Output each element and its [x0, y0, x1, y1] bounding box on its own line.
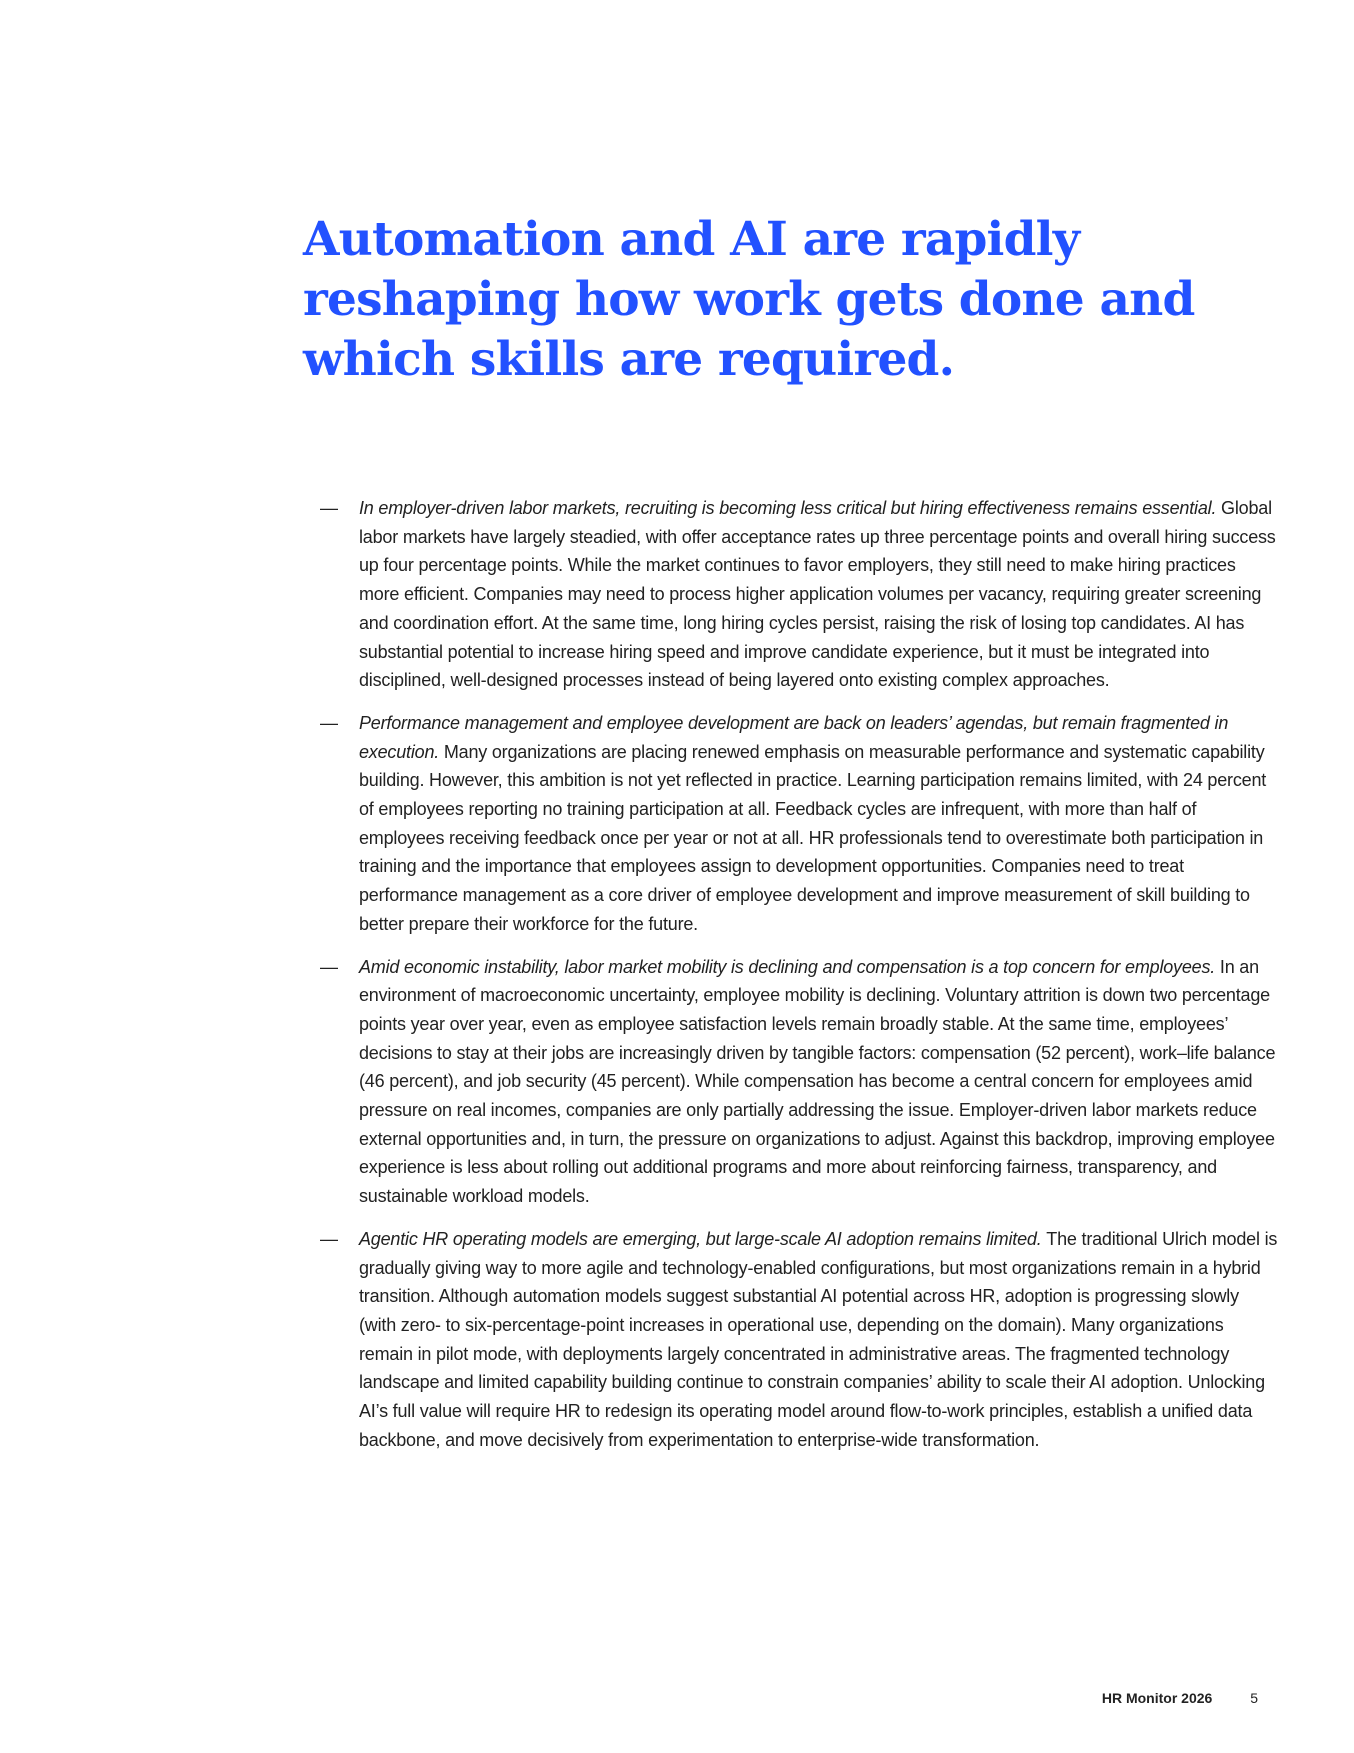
finding-lead: Amid economic instability, labor market mobility is declining and compensation is a top concern for employees.	[359, 956, 1220, 977]
page-headline: Automation and AI are rapidly reshaping how work gets done and which skills are required.	[303, 212, 1195, 387]
page-footer	[1102, 1689, 1258, 1707]
finding-item	[320, 494, 1280, 695]
finding-lead: In employer-driven labor markets, recruiting is becoming less critical but hiring effectiveness remains essential.	[359, 498, 1222, 518]
finding-lead: Agentic HR operating models are emerging, but large-scale AI adoption remains limited.	[359, 1228, 1047, 1249]
report-title: HR Monitor 2026	[1101, 1690, 1213, 1706]
finding-item	[320, 1225, 1280, 1455]
page-number: 5	[1250, 1690, 1258, 1706]
dash-marker: —	[320, 1228, 338, 1249]
finding-item	[320, 953, 1280, 1211]
key-findings-list	[320, 494, 1280, 1469]
finding-lead: Performance management and employee development are back on leaders’ agendas, but remain fragmented in execution.	[359, 712, 1229, 762]
finding-body: The traditional Ulrich model is gradually giving way to more agile and technology-enabled configurations, but most organizations remain in a hybrid transition. Although automation models suggest substantial AI potential across HR, adoption is progressing slowly (with zero- to six-percentage-point increases in operational use, depending on the domain). Many organizations remain in pilot mode, with deployments largely concentrated in administrative areas. The fragmented technology landscape and limited capability building continue to constrain companies’ ability to scale their AI adoption. Unlocking AI’s full value will require HR to redesign its operating model around flow-to-work principles, establish a unified data backbone, and move decisively from experimentation to enterprise-wide transformation.	[359, 1228, 1278, 1450]
dash-marker: —	[320, 498, 338, 518]
finding-body: In an environment of macroeconomic uncertainty, employee mobility is declining. Voluntary attrition is down two percentage points year over year, even as employee satisfaction levels remain broadly stable. At the same time, employees’ decisions to stay at their jobs are increasingly driven by tangible factors: compensation (52 percent), work–life balance (46 percent), and job security (45 percent). While compensation has become a central concern for employees amid pressure on real incomes, companies are only partially addressing the issue. Employer-driven labor markets reduce external opportunities and, in turn, the pressure on organizations to adjust. Against this backdrop, improving employee experience is less about rolling out additional programs and more about reinforcing fairness, transparency, and sustainable workload models.	[359, 956, 1276, 1207]
finding-body: Global labor markets have largely steadied, with offer acceptance rates up three percentage points and overall hiring success up four percentage points. While the market continues to favor employers, they still need to make hiring practices more efficient. Companies may need to process higher application volumes per vacancy, requiring greater screening and coordination effort. At the same time, long hiring cycles persist, raising the risk of losing top candidates. AI has substantial potential to increase hiring speed and improve candidate experience, but it must be integrated into disciplined, well-designed processes instead of being layered onto existing complex approaches.	[359, 498, 1276, 691]
finding-item	[320, 709, 1280, 939]
finding-body: Many organizations are placing renewed emphasis on measurable performance and systematic capability building. However, this ambition is not yet reflected in practice. Learning participation remains limited, with 24 percent of employees reporting no training participation at all. Feedback cycles are infrequent, with more than half of employees receiving feedback once per year or not at all. HR professionals tend to overestimate both participation in training and the importance that employees assign to development opportunities. Companies need to treat performance management as a core driver of employee development and improve measurement of skill building to better prepare their workforce for the future.	[359, 741, 1267, 934]
dash-marker: —	[320, 956, 338, 977]
dash-marker: —	[320, 712, 338, 733]
